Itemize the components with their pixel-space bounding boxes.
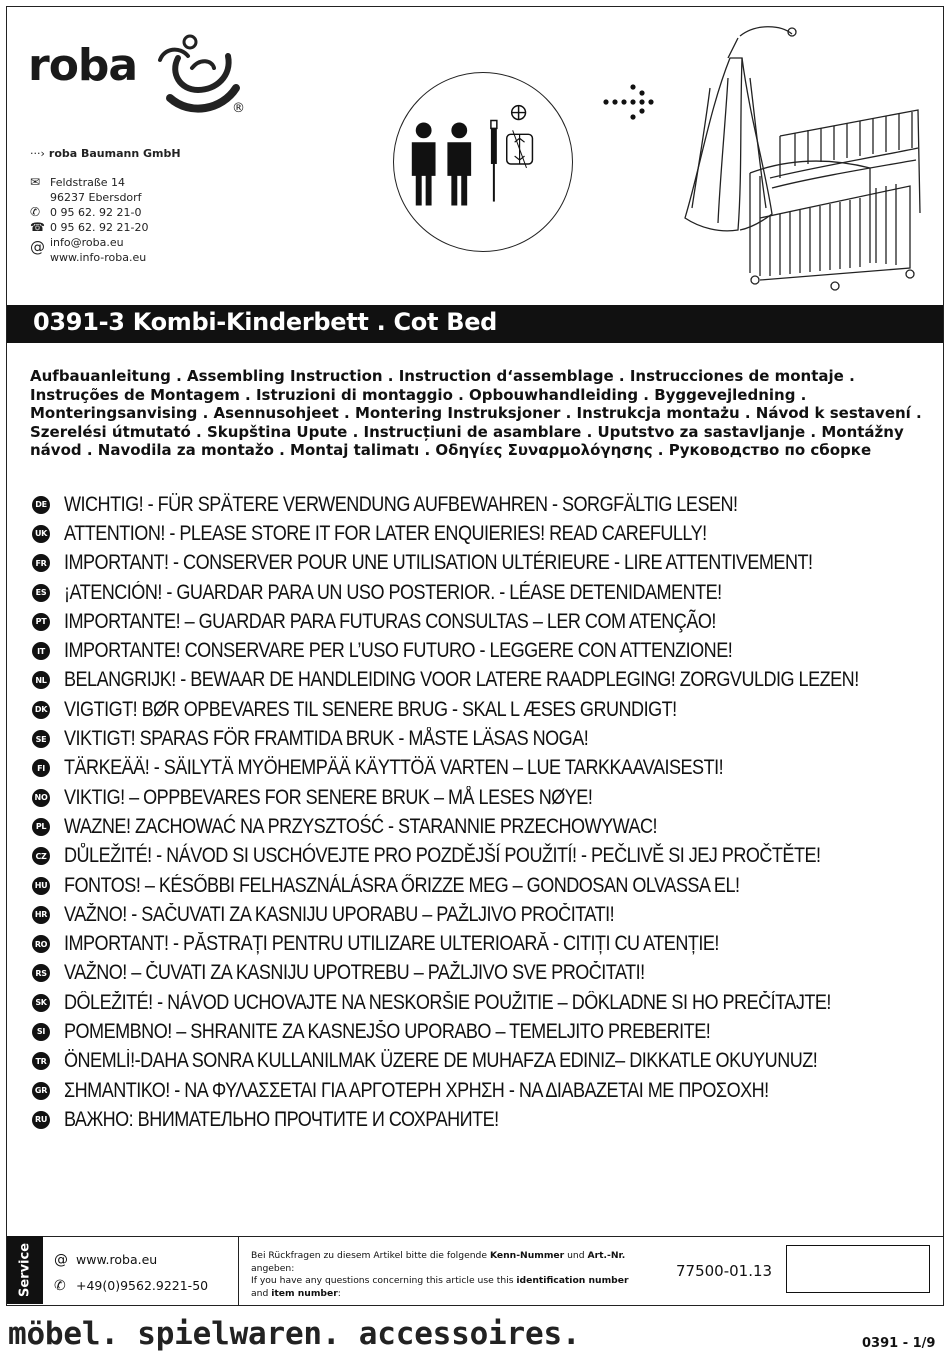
warning-text: POMEMBNO! – SHRANITE ZA KASNEJŠO UPORABO – TEMELJITO PREBERITE! (64, 1019, 711, 1043)
warning-row (32, 1105, 932, 1134)
warning-row (32, 754, 932, 783)
warning-row (32, 1017, 932, 1046)
address-street: Feldstraße 14 (50, 176, 126, 189)
warning-text: ΣΗΜΑΝΤΙΚΟ! - ΝΑ ΦΥΛΑΣΣΕΤΑΙ ΓΙΑ ΑΡΓΟΤΕΡΗ ΧΡΗΣΗ - ΝΑ ΔΙΑΒΑΖΕΤΑΙ ΜΕ ΠΡΟΣΟΧΗ! (64, 1078, 769, 1102)
address-email: info@roba.eu (50, 236, 124, 249)
service-label-bar (7, 1236, 43, 1304)
fax-icon: ☎ (30, 220, 45, 234)
warning-row (32, 783, 932, 812)
warning-text: VIGTIGT! BØR OPBEVARES TIL SENERE BRUG - SKAL L ÆSES GRUNDIGT! (64, 697, 677, 721)
language-badge: UK (32, 525, 50, 543)
language-badge: FI (32, 759, 50, 777)
warning-row (32, 871, 932, 900)
item-number-box (786, 1245, 930, 1293)
warning-row (32, 988, 932, 1017)
language-badge: SE (32, 730, 50, 748)
warning-text: ¡ATENCIÓN! - GUARDAR PARA UN USO POSTERIOR. - LÉASE DETENIDAMENTE! (64, 580, 722, 604)
language-badge: NO (32, 789, 50, 807)
address-web: www.info-roba.eu (50, 251, 147, 264)
warning-text: WICHTIG! - FÜR SPÄTERE VERWENDUNG AUFBEWAHREN - SORGFÄLTIG LESEN! (64, 492, 738, 516)
warning-text: VAŽNO! - SAČUVATI ZA KASNIJU UPORABU – PAŽLJIVO PROČITATI! (64, 902, 615, 926)
language-badge: NL (32, 671, 50, 689)
language-badge: RS (32, 964, 50, 982)
phone-icon: ✆ (30, 205, 41, 219)
service-divider (238, 1237, 239, 1305)
warning-text: ÖNEMLİ!-DAHA SONRA KULLANILMAK ÜZERE DE MUHAFZA EDINIZ– DIKKATLE OKUYUNUZ! (64, 1049, 818, 1073)
language-badge: ES (32, 584, 50, 602)
warning-text: BELANGRIJK! - BEWAAR DE HANDLEIDING VOOR LATERE RAADPLEGING! ZORGVULDIG LEZEN! (64, 668, 859, 692)
warning-row (32, 549, 932, 578)
warnings-list (32, 490, 932, 1135)
warning-row (32, 666, 932, 695)
language-badge: PL (32, 818, 50, 836)
warning-row (32, 724, 932, 753)
brand-logo-icon (150, 28, 250, 118)
warning-text: TÄRKEÄÄ! - SÄILYTÄ MYÖHEMPÄÄ KÄYTTÖÄ VARTEN – LUE TARKKAAVAISESTI! (64, 756, 724, 780)
warning-row (32, 607, 932, 636)
language-badge: RU (32, 1111, 50, 1129)
warning-text: DÔLEŽITÉ! - NÁVOD UCHOVAJTE NA NESKORŠIE POUŽITIE – DÔKLADNE SI HO PREČÍTAJTE! (64, 990, 831, 1014)
at-icon: @ (30, 238, 45, 256)
address-city: 96237 Ebersdorf (50, 191, 142, 204)
warning-row (32, 959, 932, 988)
language-badge: PT (32, 613, 50, 631)
warning-row (32, 812, 932, 841)
language-badge: SK (32, 994, 50, 1012)
two-person-tools-icon (393, 72, 573, 252)
address-fax: 0 95 62. 92 21-20 (50, 221, 149, 234)
warning-row (32, 900, 932, 929)
at-icon: @ (54, 1252, 68, 1268)
registered-mark: ® (232, 101, 245, 116)
warning-text: VIKTIG! – OPPBEVARES FOR SENERE BRUK – MÅ LESES NØYE! (64, 785, 593, 809)
dotted-arrow-icon: ···› (30, 147, 45, 160)
language-badge: SI (32, 1023, 50, 1041)
service-note: Bei Rückfragen zu diesem Artikel bitte die folgende Kenn-Nummer und Art.-Nr. angeben: If you have any questions concerning this article use this identification number and item number: (251, 1250, 629, 1299)
language-badge: FR (32, 554, 50, 572)
warning-row (32, 1047, 932, 1076)
warning-text: DŮLEŽITÉ! - NÁVOD SI USCHÓVEJTE PRO POZDĚJŠÍ POUŽITÍ! - PEČLIVĚ SI JEJ PROČTĚTE! (64, 844, 821, 868)
language-badge: TR (32, 1052, 50, 1070)
address-block (30, 146, 181, 265)
warning-row (32, 490, 932, 519)
dotted-arrow-icon (600, 84, 660, 120)
service-phone: +49(0)9562.9221-50 (76, 1278, 209, 1293)
envelope-icon: ✉ (30, 175, 41, 189)
brand-logo-text: roba (28, 40, 138, 91)
language-badge: HU (32, 877, 50, 895)
warning-row (32, 519, 932, 548)
instruction-languages: Aufbauanleitung . Assembling Instruction . Instruction d‘assemblage . Instrucciones de montaje . Instruções de Montagem . Istruzioni di montaggio . Opbouwhandleiding . Byggevejledning . Monteringsanvising . Asennusohjeet . Montering Instruksjoner . Instrukcja montażu . Návod k sestavení . Szerelési útmutató . Skupština Upute . Instrucțiuni de asamblare . Uputstvo za sastavljanje . Montážny návod . Navodila za montažo . Montaj talimatı . Οδηγίες Συναρμολόγησης . Руководство по сборке (30, 367, 922, 459)
warning-row (32, 842, 932, 871)
warning-text: IMPORTANTE! CONSERVARE PER L’USO FUTURO - LEGGERE CON ATTENZIONE! (64, 639, 733, 663)
language-badge: RO (32, 935, 50, 953)
warning-row (32, 578, 932, 607)
tagline: möbel. spielwaren. accessoires. (8, 1316, 581, 1352)
service-contact (54, 1247, 208, 1299)
warning-text: VAŽNO! – ČUVATI ZA KASNIJU UPOTREBU – PAŽLJIVO SVE PROČITATI! (64, 961, 645, 985)
warning-text: IMPORTANTE! – GUARDAR PARA FUTURAS CONSULTAS – LER COM ATENÇÃO! (64, 609, 716, 633)
page-number: 0391 - 1/9 (862, 1336, 936, 1351)
language-badge: DE (32, 496, 50, 514)
address-phone: 0 95 62. 92 21-0 (50, 206, 142, 219)
warning-text: ATTENTION! - PLEASE STORE IT FOR LATER ENQUIERIES! READ CAREFULLY! (64, 521, 707, 545)
company-name: ···› roba Baumann GmbH (30, 147, 181, 160)
warning-row (32, 695, 932, 724)
phone-icon: ✆ (54, 1278, 66, 1294)
service-separator (7, 1236, 943, 1237)
service-web: www.roba.eu (76, 1252, 158, 1267)
warning-row (32, 1076, 932, 1105)
warning-text: FONTOS! – KÉSŐBBI FELHASZNÁLÁSRA ŐRIZZE MEG – GONDOSAN OLVASSA EL! (64, 873, 740, 897)
language-badge: GR (32, 1082, 50, 1100)
warning-row (32, 636, 932, 665)
page-title: 0391-3 Kombi-Kinderbett . Cot Bed (7, 305, 943, 343)
language-badge: IT (32, 642, 50, 660)
service-label: Service (17, 1242, 33, 1298)
warning-text: ВАЖНО: ВНИМАТЕЛЬНО ПРОЧТИТЕ И СОХРАНИТЕ! (64, 1107, 499, 1131)
identification-number: 77500-01.13 (676, 1262, 773, 1280)
warning-row (32, 929, 932, 958)
warning-text: IMPORTANT! - CONSERVER POUR UNE UTILISATION ULTÉRIEURE - LIRE ATTENTIVEMENT! (64, 551, 813, 575)
warning-text: WAZNE! ZACHOWAĆ NA PRZYSZTOŚĆ - STARANNIE PRZECHOWYWAC! (64, 814, 658, 838)
warning-text: VIKTIGT! SPARAS FÖR FRAMTIDA BRUK - MÅSTE LÄSAS NOGA! (64, 727, 589, 751)
language-badge: HR (32, 906, 50, 924)
language-badge: CZ (32, 847, 50, 865)
warning-text: IMPORTANT! - PĂSTRAȚI PENTRU UTILIZARE ULTERIOARĂ - CITIȚI CU ATENȚIE! (64, 932, 719, 956)
language-badge: DK (32, 701, 50, 719)
cot-bed-illustration (680, 18, 930, 298)
